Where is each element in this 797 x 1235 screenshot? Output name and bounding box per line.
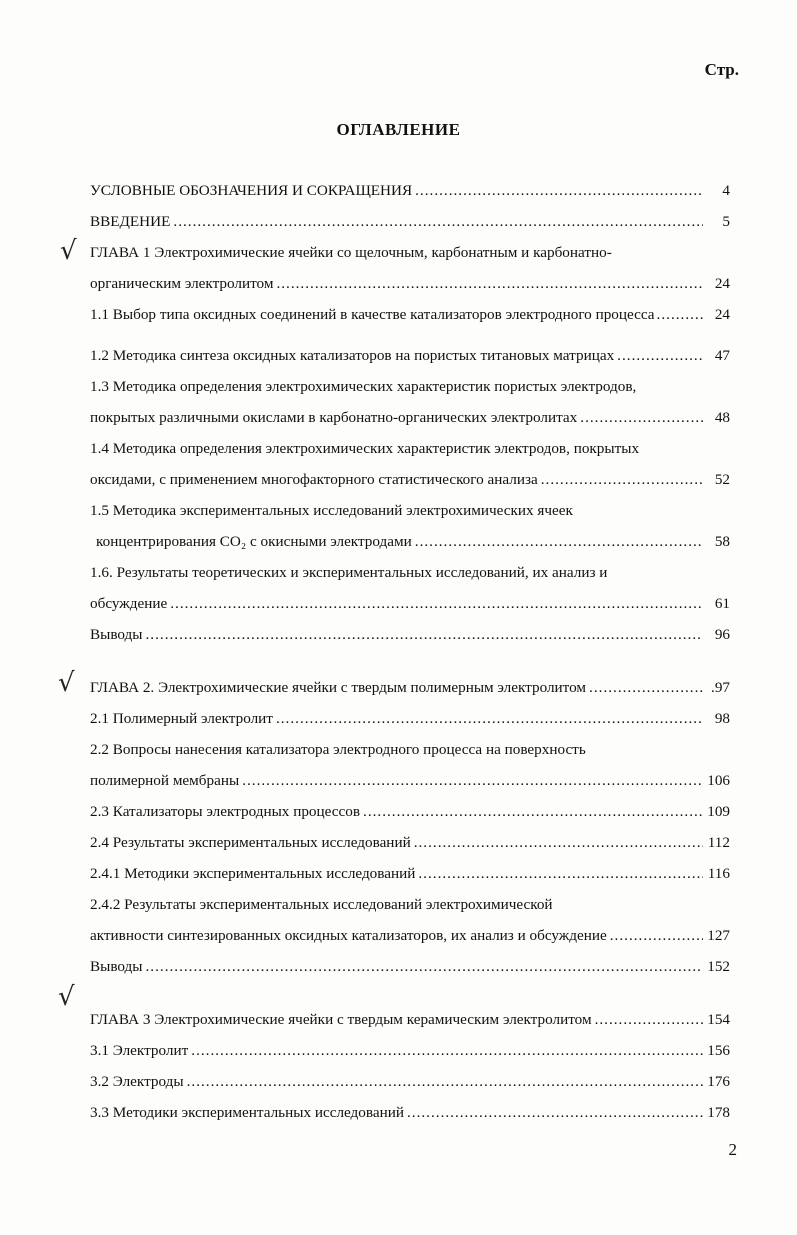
toc-entry: Выводы ..... 96	[90, 619, 730, 650]
toc-entry: 2.1 Полимерный электролит ..... 98	[90, 703, 730, 734]
toc-entry: 3.3 Методики экспериментальных исследований ..... 178	[90, 1097, 730, 1128]
toc-entry: оксидами, с применением многофакторного статистического анализа ..... 52	[90, 464, 730, 495]
check-mark-icon: √	[60, 236, 77, 266]
toc-entry: концентрирования CO₂ с окисными электродами ..... 58	[90, 526, 730, 557]
toc-entry: 3.2 Электроды ..... 176	[90, 1066, 730, 1097]
toc-entry: 1.2 Методика синтеза оксидных катализаторов на пористых титановых матрицах ..... 47	[90, 340, 730, 371]
toc-entry: органическим электролитом ..... 24	[90, 268, 730, 299]
page-column-label: Стр.	[704, 60, 739, 79]
toc-entry: 3.1 Электролит ..... 156	[90, 1035, 730, 1066]
toc-entry-line: 2.4.2 Результаты экспериментальных исследований электрохимической	[90, 896, 553, 913]
toc-entry-line: 1.4 Методика определения электрохимических характеристик электродов, покрытых	[90, 440, 640, 457]
table-of-contents	[90, 175, 730, 1128]
toc-entry: полимерной мембраны ..... 106	[90, 765, 730, 796]
toc-entry-line: 1.6. Результаты теоретических и экспериментальных исследований, их анализ и	[90, 564, 608, 581]
page-title: ОГЛАВЛЕНИЕ	[336, 120, 461, 139]
toc-entry: 1.1 Выбор типа оксидных соединений в качестве катализаторов электродного процесса ..... 24	[90, 299, 730, 330]
toc-entry: Выводы ..... 152	[90, 951, 730, 982]
toc-entry: ВВЕДЕНИЕ ..... 5	[90, 206, 730, 237]
check-mark-icon: √	[58, 982, 75, 1012]
toc-entry: ГЛАВА 3 Электрохимические ячейки с твердым керамическим электролитом ..... 154	[90, 1004, 730, 1035]
toc-entry: 2.4.1 Методики экспериментальных исследований ..... 116	[90, 858, 730, 889]
toc-entry: 2.4 Результаты экспериментальных исследований ..... 112	[90, 827, 730, 858]
toc-entry: покрытых различными окислами в карбонатно-органических электролитах ..... 48	[90, 402, 730, 433]
toc-entry-line: ГЛАВА 1 Электрохимические ячейки со щелочным, карбонатным и карбонатно-	[90, 244, 612, 261]
page-number: 2	[728, 1140, 737, 1159]
toc-entry-line: 1.5 Методика экспериментальных исследований электрохимических ячеек	[90, 502, 573, 519]
toc-entry: 2.3 Катализаторы электродных процессов ..... 109	[90, 796, 730, 827]
check-mark-icon: √	[58, 668, 75, 698]
toc-entry: активности синтезированных оксидных катализаторов, их анализ и обсуждение ..... 127	[90, 920, 730, 951]
toc-entry-line: 1.3 Методика определения электрохимических характеристик пористых электродов,	[90, 378, 637, 395]
toc-entry: УСЛОВНЫЕ ОБОЗНАЧЕНИЯ И СОКРАЩЕНИЯ ..... 4	[90, 175, 730, 206]
toc-entry: ГЛАВА 2. Электрохимические ячейки с твердым полимерным электролитом ..... .97	[90, 672, 730, 703]
toc-entry-line: 2.2 Вопросы нанесения катализатора электродного процесса на поверхность	[90, 741, 586, 758]
toc-entry: обсуждение ..... 61	[90, 588, 730, 619]
